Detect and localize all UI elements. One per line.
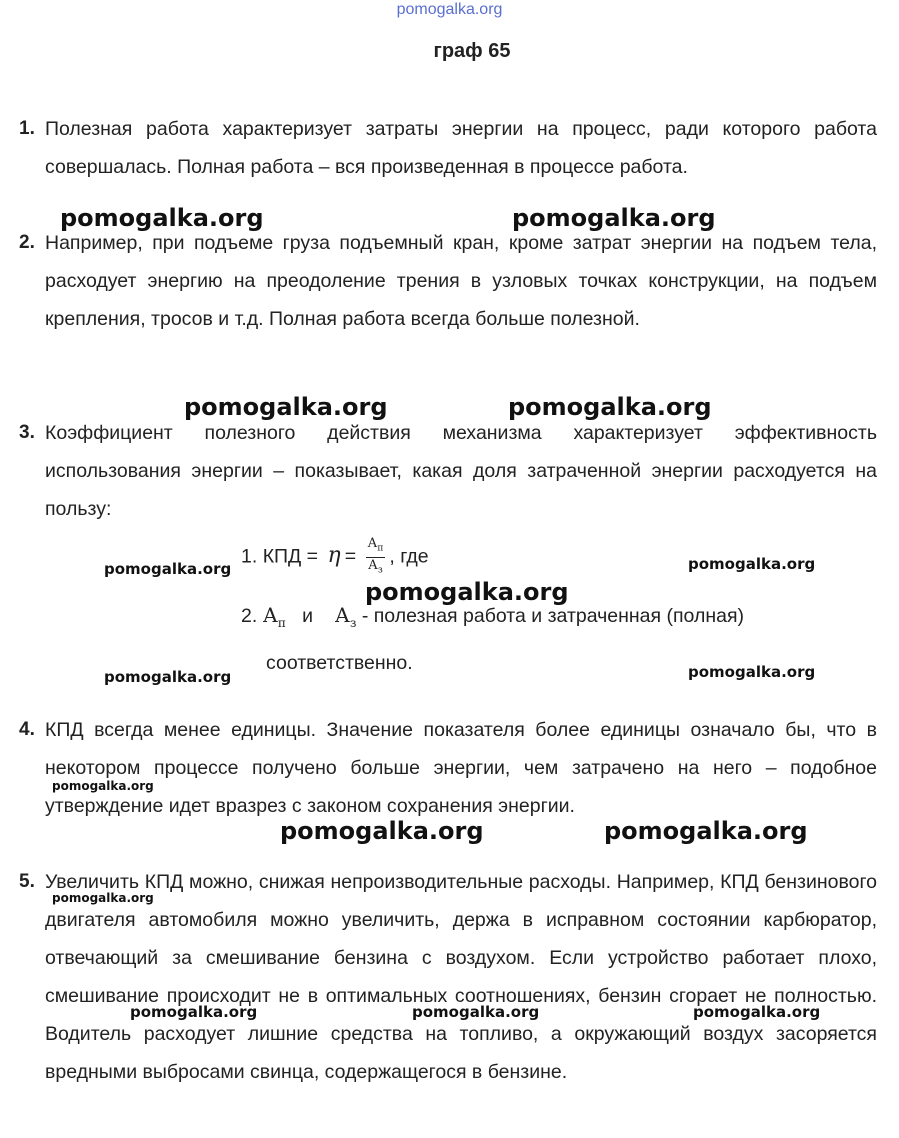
formula-suffix: , где	[389, 545, 429, 568]
watermark: pomogalka.org	[688, 555, 816, 573]
formula-label: КПД =	[262, 545, 319, 568]
watermark: pomogalka.org	[365, 578, 569, 606]
site-header[interactable]: pomogalka.org	[396, 1, 503, 18]
item-text: Например, при подъеме груза подъемный кран, кроме затрат энергии на подъем тела, расходует энергию на преодоление трения в узловых точках конструкции, на подъем крепления, тросов и т.д. Полная работа всегда больше полезной.	[45, 232, 877, 330]
item-number: 1.	[19, 118, 35, 139]
item-text: КПД всегда менее единицы. Значение показателя более единицы означало бы, что в некотором процессе получено больше энергии, чем затрачено на него – подобное утверждение идет вразрез с законом сохранения энергии.	[45, 719, 877, 817]
item-text: Полезная работа характеризует затраты энергии на процесс, ради которого работа совершалась. Полная работа – вся произведенная в процессе работа.	[45, 118, 877, 178]
watermark: pomogalka.org	[52, 891, 154, 905]
numerator-symbol: А	[367, 536, 378, 551]
list-item	[19, 414, 877, 528]
definition-continuation: соответственно.	[266, 652, 413, 674]
definition-conj: и	[302, 605, 314, 627]
list-item	[19, 110, 877, 186]
symbol-useful: $А_п$	[262, 603, 286, 630]
item-text: Коэффициент полезного действия механизма характеризует эффективность использования энергии – показывает, какая доля затраченной энергии расходуется на пользу:	[45, 422, 877, 520]
symbol-spent: $А_з$	[334, 603, 357, 630]
watermark: pomogalka.org	[184, 393, 388, 421]
watermark: pomogalka.org	[508, 393, 712, 421]
efficiency-formula	[241, 536, 429, 578]
page-title: граф 65	[433, 40, 511, 62]
watermark: pomogalka.org	[604, 817, 808, 845]
watermark: pomogalka.org	[104, 560, 232, 578]
definition-text: - полезная работа и затраченная (полная)	[361, 605, 745, 627]
denominator-symbol: А	[368, 557, 378, 573]
definition-number: 2.	[241, 605, 258, 627]
watermark: pomogalka.org	[688, 663, 816, 681]
watermark: pomogalka.org	[412, 1003, 540, 1021]
watermark: pomogalka.org	[280, 817, 484, 845]
list-item	[19, 711, 877, 825]
item-number: 3.	[19, 422, 35, 443]
eta-symbol: η	[327, 543, 341, 569]
item-text: Увеличить КПД можно, снижая непроизводительные расходы. Например, КПД бензинового двигателя автомобиля можно увеличить, держа в исправном состоянии карбюратор, отвечающий за смешивание бензина с воздухом. Если устройство работает плохо, смешивание происходит не в оптимальных соотношениях, бензин сгорает не полностью. Водитель расходует лишние средства на топливо, а окружающий воздух засоряется вредными выбросами свинца, содержащегося в бензине.	[45, 871, 877, 1083]
watermark: pomogalka.org	[512, 204, 716, 232]
item-number: 4.	[19, 719, 35, 740]
formula-number: 1.	[241, 545, 258, 568]
item-number: 5.	[19, 871, 35, 892]
numerator-sub: п	[377, 543, 384, 554]
watermark: pomogalka.org	[60, 204, 264, 232]
watermark: pomogalka.org	[52, 779, 154, 793]
watermark: pomogalka.org	[130, 1003, 258, 1021]
list-item	[19, 224, 877, 338]
denominator-sub: з	[377, 565, 383, 576]
watermark: pomogalka.org	[693, 1003, 821, 1021]
formula-equals: =	[344, 545, 357, 568]
item-number: 2.	[19, 232, 35, 253]
watermark: pomogalka.org	[104, 668, 232, 686]
formula-fraction	[366, 536, 386, 578]
